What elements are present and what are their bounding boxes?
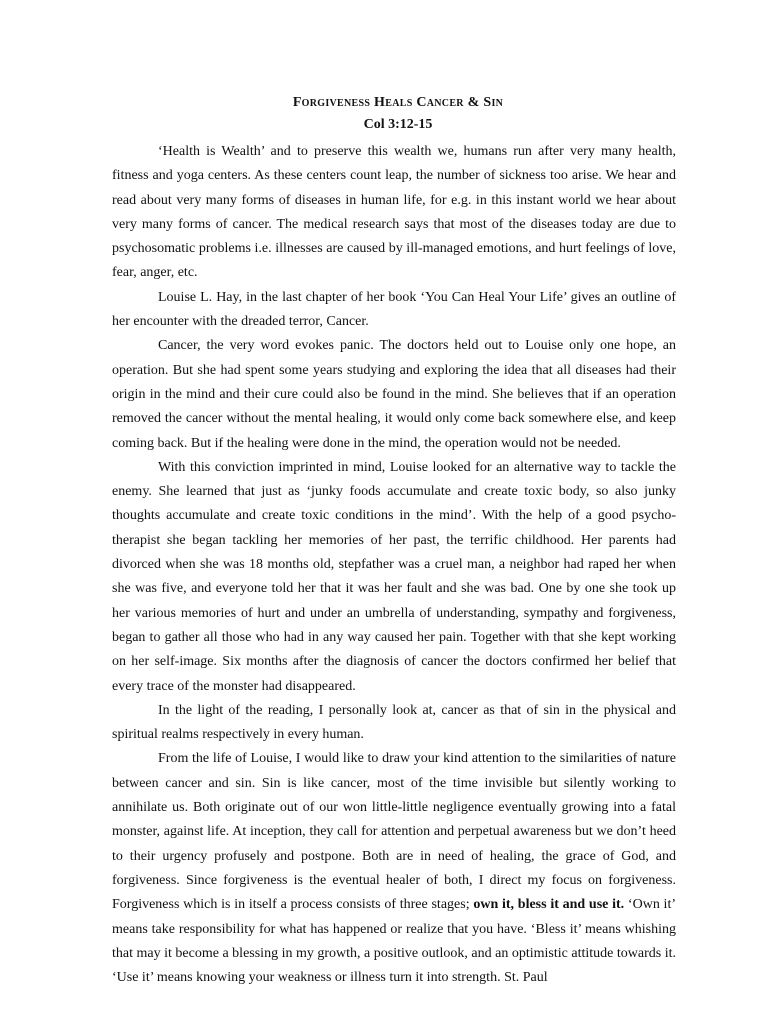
paragraph-louise-hay: Louise L. Hay, in the last chapter of her book ‘You Can Heal Your Life’ gives an outline of her encounter with the dreaded terror, Cancer.: [112, 289, 676, 330]
scripture-reference: Col 3:12-15: [363, 117, 433, 132]
paragraph-health-is-wealth: ‘Health is Wealth’ and to preserve this wealth we, humans run after very many health, fitness and yoga centers. As these centers count leap, the number of sickness too arise. We hear and read about very many forms of diseases in human life, for e.g. in this instant world we hear about very many forms of cancer. The medical research says that most of the diseases today are due to psychosomatic problems i.e. illnesses are caused by ill-managed emotions, and hurt feelings of love, fear, anger, etc.: [112, 144, 676, 281]
document-title: Forgiveness Heals Cancer & Sin: [292, 95, 504, 110]
paragraph-text-after: ‘Own it’ means take responsibility for what has happened or realize that you have. ‘Bless it’ means whishing that may it become a blessing in my growth, a positive outlook, and an optimistic attitude towards it. ‘Use it’ means knowing your weakness or illness turn it into strength. St. Paul: [112, 897, 677, 986]
paragraph-light-of-reading: In the light of the reading, I personally look at, cancer as that of sin in the physical and spiritual realms respectively in every human.: [112, 702, 676, 743]
paragraph-conviction: With this conviction imprinted in mind, Louise looked for an alternative way to tackle the enemy. She learned that just as ‘junky foods accumulate and create toxic body, so also junky thoughts accumulate and create toxic conditions in the mind’. With the help of a good psycho-therapist she began tackling her memories of her past, the terrific childhood. Her parents had divorced when she was 18 months old, stepfather was a cruel man, a neighbor had raped her when she was five, and everyone told her that it was her fault and she was bad. One by one she took up her various memories of hurt and under an umbrella of understanding, sympathy and forgiveness, began to gather all those who had in any way caused her pain. Together with that she kept working on her self-image. Six months after the diagnosis of cancer the doctors confirmed her belief that every trace of the monster had disappeared.: [112, 459, 676, 694]
paragraph-text-before: From the life of Louise, I would like to draw your kind attention to the similarities of nature between cancer and sin. Sin is like cancer, most of the time invisible but silently working to annihilate us. Both originate out of our won little-little negligence eventually growing into a fatal monster, against life. At inception, they call for attention and perpetual awareness but we don’t heed to their urgency profusely and postpone. Both are in need of healing, the grace of God, and forgiveness. Since forgiveness is the eventual healer of both, I direct my focus on forgiveness. Forgiveness which is in itself a process consists of three stages;: [112, 751, 676, 913]
paragraph-cancer-panic: Cancer, the very word evokes panic. The doctors held out to Louise only one hope, an operation. But she had spent some years studying and exploring the idea that all diseases had their origin in the mind and their cure could also be found in the mind. She believes that if an operation removed the cancer without the mental healing, it would only come back somewhere else, and keep coming back. But if the healing were done in the mind, the operation would not be needed.: [112, 338, 676, 451]
paragraph-bold-phrase: own it, bless it and use it.: [473, 897, 625, 913]
paragraph-cancer-and-sin: [112, 747, 676, 990]
